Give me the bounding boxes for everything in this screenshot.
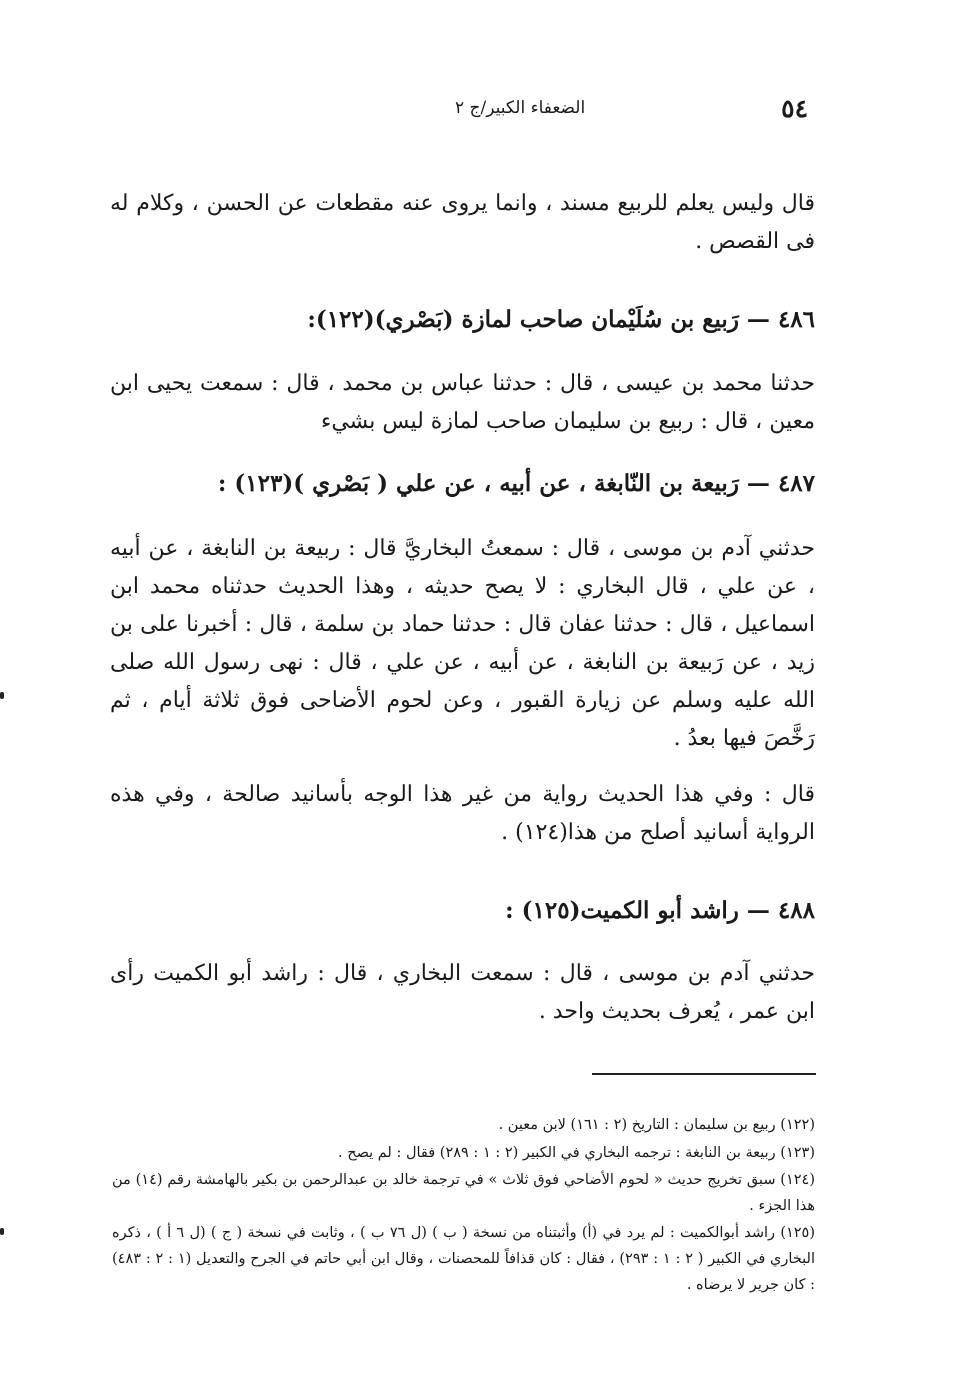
margin-speck	[0, 1228, 4, 1235]
margin-speck	[0, 692, 4, 699]
paragraph-486: حدثنا محمد بن عيسى ، قال : حدثنا عباس بن محمد ، قال : سمعت يحيى ابن معين ، قال : ربيع بن سليمان صاحب لمازة ليس بشيء	[110, 371, 815, 434]
paragraph-488: حدثني آدم بن موسى ، قال : سمعت البخاري ، قال : راشد أبو الكميت رأى ابن عمر ، يُعرف بحديث واحد .	[110, 961, 815, 1024]
page-number: ٥٤	[781, 94, 808, 123]
footnote-123: (١٢٣) ربيعة بن النابغة : ترجمه البخاري في الكبير (٢ : ١ : ٢٨٩) فقال : لم يصح .	[337, 1145, 815, 1161]
entry-heading-488: ٤٨٨ — راشد أبو الكميت(١٢٥) :	[505, 897, 815, 924]
paragraph-487-b: قال : وفي هذا الحديث رواية من غير هذا الوجه بأسانيد صالحة ، وفي هذه الرواية أسانيد أصلح من هذا(١٢٤) .	[110, 782, 815, 845]
paragraph-intro: قال وليس يعلم للربيع مسند ، وانما يروى عنه مقطعات عن الحسن ، وكلام له فى القصص .	[110, 191, 815, 254]
entry-heading-487: ٤٨٧ — رَبيعة بن النّابغة ، عن أبيه ، عن علي ( بَصْري )(١٢٣) :	[217, 470, 815, 497]
entry-heading-486: ٤٨٦ — رَبيع بن سُلَيْمان صاحب لمازة (بَصْري)(١٢٢):	[307, 306, 815, 333]
footnote-122: (١٢٢) ربيع بن سليمان : التاريخ (٢ : ١٦١) لابن معين .	[498, 1117, 815, 1133]
footnote-separator	[592, 1073, 816, 1075]
running-title: الضعفاء الكبير/ج ٢	[455, 98, 586, 118]
page-header	[100, 92, 820, 132]
footnote-125: (١٢٥) راشد أبوالكميت : لم يرد في (أ) وأثبتناه من نسخة ( ب ) (ل ٧٦ ب ) ، وثابت في نسخة ( ج ) (ل ٦ أ ) ، ذكره البخاري في الكبير ( ٢ : ١ : ٢٩٣) ، فقال : كان قذافاً للمحصنات ، وقال ابن أبي حاتم في الجرح والتعديل (١ : ٢ : ٤٨٣) : كان جرير لا يرضاه .	[112, 1225, 816, 1293]
paragraph-487-a: حدثني آدم بن موسى ، قال : سمعتُ البخاريَّ قال : ربيعة بن النابغة ، عن أبيه ، عن علي ، قال البخاري : لا يصح حديثه ، وهذا الحديث حدثناه محمد ابن اسماعيل ، قال : حدثنا عفان قال : حدثنا حماد بن سلمة ، قال : أخبرنا على بن زيد ، عن رَبيعة بن النابغة ، عن أبيه ، عن علي ، قال : نهى رسول الله صلى الله عليه وسلم عن زيارة القبور ، وعن لحوم الأضاحى فوق ثلاثة أيام ، ثم رَخَّصَ فيها بعدُ .	[110, 536, 815, 751]
footnote-124: (١٢٤) سبق تخريج حديث « لحوم الأضاحي فوق ثلاث » في ترجمة خالد بن عبدالرحمن بن بكير بالهامشة رقم (١٤) من هذا الجزء .	[112, 1172, 815, 1214]
